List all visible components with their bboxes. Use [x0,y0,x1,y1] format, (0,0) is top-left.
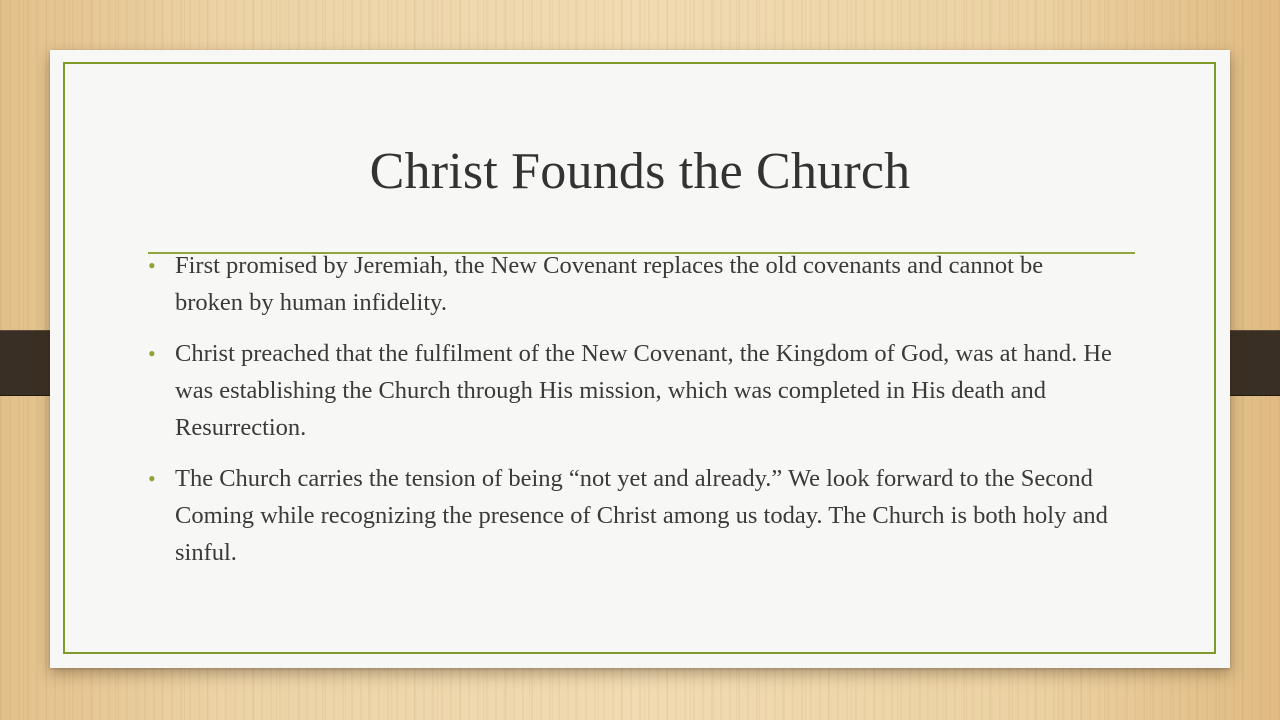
bullet-text: The Church carries the tension of being “not yet and already.” We look forward to the Second Coming while recognizing the presence of Christ among us today. The Church is both holy and sinful. [175,465,1108,566]
bullet-dot-icon: • [148,253,156,278]
bullet-text: Christ preached that the fulfilment of the New Covenant, the Kingdom of God, was at hand. He was establishing the Church through His mission, which was completed in His death and Resurrection. [175,340,1112,441]
bullet-dot-icon: • [148,341,156,366]
bullet-dot-icon: • [148,466,156,491]
bullet-text: First promised by Jeremiah, the New Covenant replaces the old covenants and cannot be broken by human infidelity. [175,252,1044,316]
bullet-item [148,335,1115,446]
bullet-item [148,460,1115,571]
bullet-item [148,247,1115,321]
slide-card [50,50,1230,668]
bullet-list [148,247,1115,585]
slide-title: Christ Founds the Church [369,143,911,200]
